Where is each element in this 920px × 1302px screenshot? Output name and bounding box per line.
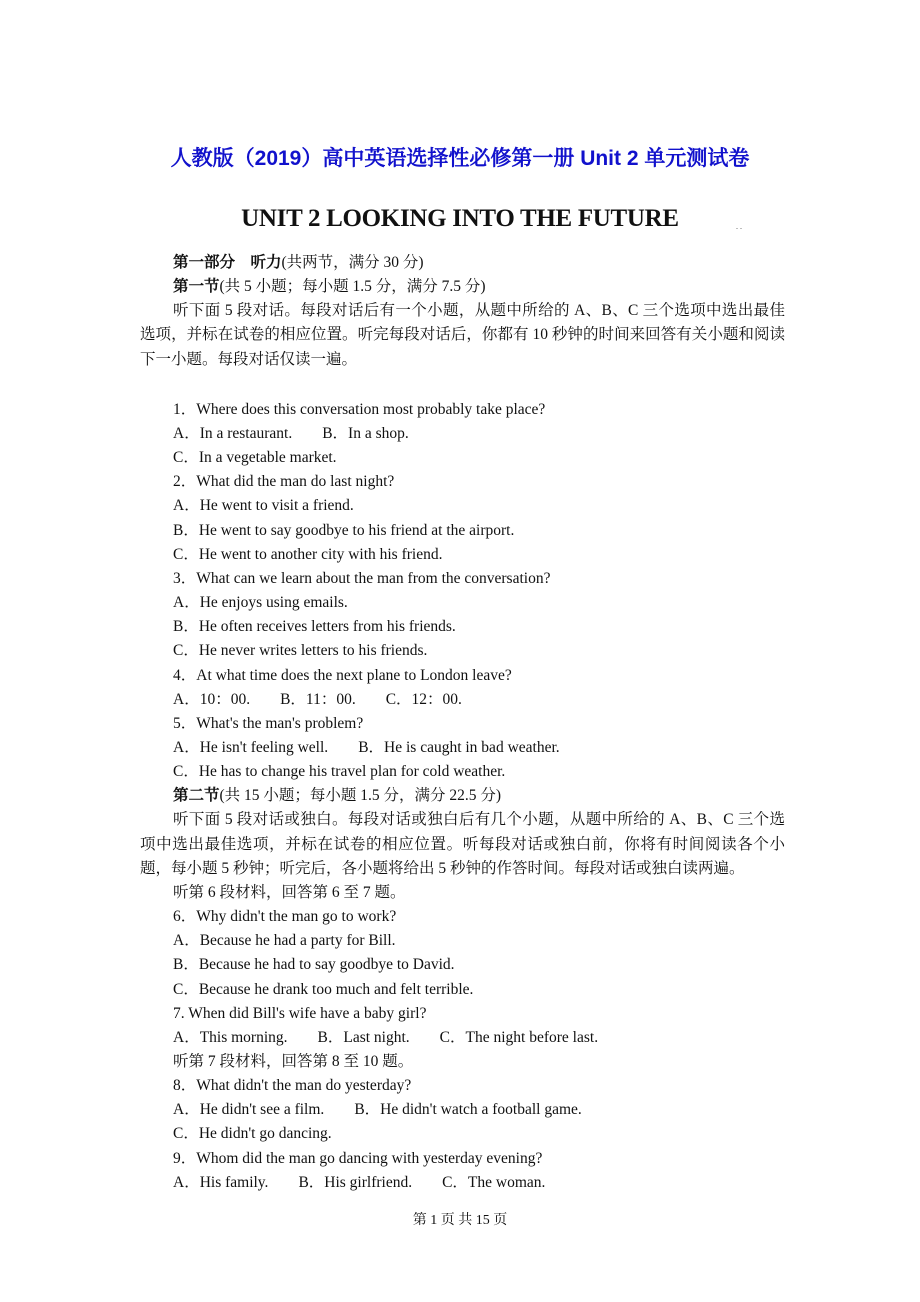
question-line (140, 519, 785, 543)
line-text: 听第 6 段材料，回答第 6 至 7 题。 (173, 883, 406, 901)
line-text: A．His family. (173, 1173, 269, 1191)
question-line (140, 422, 785, 446)
question-line (140, 929, 785, 953)
line-text: 8．What didn't the man do yesterday? (173, 1077, 412, 1095)
line-text: C．He never writes letters to his friends. (173, 642, 428, 660)
question-line (140, 446, 785, 470)
section1-questions (140, 398, 785, 785)
section2-questions (140, 881, 785, 1195)
line-text: A．He went to visit a friend. (173, 497, 354, 515)
line-text: C．12：00. (385, 690, 462, 708)
question-line (140, 567, 785, 591)
line-text: 1．Where does this conversation most probably take place? (173, 400, 546, 418)
section1-heading (140, 275, 785, 299)
line-text: A．In a restaurant. (173, 424, 293, 442)
question-line (140, 1074, 785, 1098)
page-footer: 第 1 页 共 15 页 (412, 1213, 508, 1228)
section2-label: 第二节 (173, 787, 220, 805)
question-line (140, 398, 785, 422)
question-line (140, 543, 785, 567)
document-body (140, 251, 785, 1195)
line-text: B．He went to say goodbye to his friend at the airport. (173, 521, 515, 539)
question-line (140, 615, 785, 639)
section1-label: 第一节 (173, 278, 220, 296)
line-text: A．He isn't feeling well. (173, 738, 329, 756)
question-line (140, 1147, 785, 1171)
line-text: 3．What can we learn about the man from the conversation? (173, 569, 551, 587)
line-text: C．He has to change his travel plan for cold weather. (173, 763, 506, 781)
question-line (140, 978, 785, 1002)
line-text: C．In a vegetable market. (173, 449, 337, 467)
part1-label: 第一部分 听力 (173, 254, 282, 271)
line-text: A．Because he had a party for Bill. (173, 932, 396, 950)
line-text: C．He didn't go dancing. (173, 1125, 332, 1143)
line-text: B．His girlfriend. (298, 1173, 413, 1191)
question-line (140, 1098, 785, 1122)
question-line (140, 953, 785, 977)
question-line (140, 494, 785, 518)
scan-marks: . . (736, 222, 742, 231)
line-text: 2．What did the man do last night? (173, 473, 395, 491)
section2-info: (共 15 小题；每小题 1.5 分，满分 22.5 分) (219, 787, 502, 805)
line-text: C．Because he drank too much and felt terrible. (173, 980, 474, 998)
question-line (140, 736, 785, 760)
question-line (140, 1171, 785, 1195)
line-text: B．He often receives letters from his friends. (173, 618, 456, 636)
question-line (140, 688, 785, 712)
question-line (140, 1050, 785, 1074)
part1-heading (140, 251, 785, 275)
question-line (140, 470, 785, 494)
line-text: A．He enjoys using emails. (173, 594, 348, 612)
line-text: C．He went to another city with his friend. (173, 545, 443, 563)
section2-instructions: 听下面 5 段对话或独白。每段对话或独白后有几个小题，从题中所给的 A、B、C 三个选项中选出最佳选项，并标在试卷的相应位置。听每段对话或独白前，你将有时间阅读各个小题，每小题 5 秒钟；听完后，各小题将给出 5 秒钟的作答时间。每段对话或独白读两遍。 (140, 811, 785, 877)
question-line (140, 905, 785, 929)
line-text: 4．At what time does the next plane to London leave? (173, 666, 512, 684)
spacer (140, 372, 785, 398)
question-line (140, 712, 785, 736)
line-text: B．He didn't watch a football game. (354, 1101, 582, 1119)
section2-heading (140, 784, 785, 808)
question-line (140, 1026, 785, 1050)
line-text: B．11：00. (280, 690, 356, 708)
question-line (140, 639, 785, 663)
part1-info: (共两节，满分 30 分) (281, 254, 424, 271)
question-line (140, 1122, 785, 1146)
question-line (140, 760, 785, 784)
line-text: B．Last night. (317, 1028, 410, 1046)
line-text: B．In a shop. (322, 424, 409, 442)
question-line (140, 591, 785, 615)
document-title: 人教版（2019）高中英语选择性必修第一册 Unit 2 单元测试卷 (170, 147, 750, 170)
line-text: 7. When did Bill's wife have a baby girl? (173, 1004, 427, 1022)
line-text: A．He didn't see a film. (173, 1101, 325, 1119)
section1-instructions: 听下面 5 段对话。每段对话后有一个小题，从题中所给的 A、B、C 三个选项中选出最佳选项，并标在试卷的相应位置。听完每段对话后，你都有 10 秒钟的时间来回答有关小题和阅读下一小题。每段对话仅读一遍。 (140, 302, 785, 368)
line-text: 6．Why didn't the man go to work? (173, 908, 397, 926)
question-line (140, 1002, 785, 1026)
line-text: C．The woman. (442, 1173, 546, 1191)
line-text: C．The night before last. (439, 1028, 599, 1046)
line-text: B．He is caught in bad weather. (358, 738, 560, 756)
line-text: 5．What's the man's problem? (173, 714, 364, 732)
line-text: A．This morning. (173, 1028, 288, 1046)
question-line (140, 881, 785, 905)
line-text: 听第 7 段材料，回答第 8 至 10 题。 (173, 1053, 414, 1070)
line-text: 9．Whom did the man go dancing with yesterday evening? (173, 1149, 543, 1167)
unit-title: UNIT 2 LOOKING INTO THE FUTURE (241, 205, 679, 232)
line-text: A．10：00. (173, 690, 251, 708)
section1-info: (共 5 小题；每小题 1.5 分，满分 7.5 分) (219, 278, 486, 296)
line-text: B．Because he had to say goodbye to David. (173, 956, 455, 974)
question-line (140, 664, 785, 688)
